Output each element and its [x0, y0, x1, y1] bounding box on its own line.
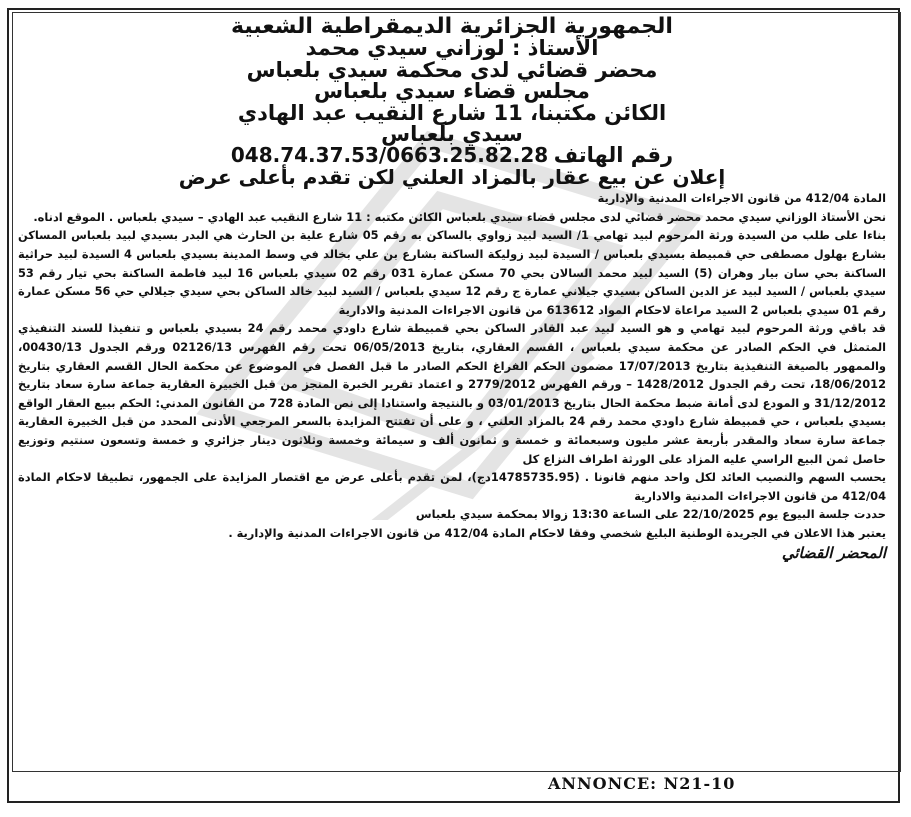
office-address: الكائن مكتبنا، 11 شارع النقيب عبد الهادي: [237, 100, 667, 125]
auction-date: حددت جلسة البيوع يوم 22/10/2025 على الساعة 13:30 زوالا بمحكمة سيدي بلعباس: [415, 507, 886, 522]
phone-number: 048.74.37.53/0663.25.82.28: [230, 143, 549, 168]
bailiff-name: الأستاذ : لوزاني سيدي محمد: [305, 36, 599, 61]
signature: المحضر القضائي: [781, 543, 886, 562]
reserve-price: يحسب السهم والنصيب العائد لكل واحد منهم قانونا . (14785735.95دج)، لمن تقدم بأعلى عرض مع اقتصار المزايدة على الجمهور، تطبيقا لاحكام المادة 412/04 من قانون الاجراءات المدنية والادارية: [18, 470, 887, 503]
requesting-parties: بناءا على طلب من السيدة ورثة المرحوم لبيد تهامي 1/ السيد لبيد زواوي بالساكن به رقم 05 شارع علية بن الحارث هي البدر بسيدي لبيد بلعباس المساكن بشارع بهلول مصطفى حي قمبيطة بسيدي بلعباس / السيدة لبيد زوليكة الساكنة بشارع بن علي بخالد في وسط المدينة بسيدي بلعباس 4 السيدة لبيد حراثية الساكنة بحي سان بيار وهران (5) السيد لبيد محمد السالان بحي 70 مسكن عمارة 031 رقم 02 سيدي بلعباس 16 لبيد فاطمة الساكنة بحي تيار رقم 53 سيدي بلعباس / السيد لبيد عز الدين الساكن بسيدي جيلاني عمارة ج رقم 12 سيدي بلعباس / السيد لبيد خالد الساكن بحي سيدي جيلالي حي 56 مسكن عمارة رقم 01 سيدي بلعباس 2 السيد مراعاة لاحكام المواد 613612 من قانون الاجراءات المدنية والادارية: [18, 228, 886, 317]
court-council: مجلس قضاء سيدي بلعباس: [314, 79, 590, 104]
judgment-details: قد باقي ورثة المرحوم لبيد تهامي و هو السيد لبيد عبد القادر الساكن بحي قمبيطة شارع داودي محمد رقم 24 بسيدي بلعباس و تنفيذا للسند التنفيذي المتمثل في الحكم الصادر عن محكمة سيدي بلعباس ، القسم العقاري، بتاريخ 06/05/2013 تحت رقم الفهرس 02126/13 ورقم الجدول 00430/13، والممهور بالصيغة التنفيذية بتاريخ 17/07/2013 مضمون الحكم الفراغ الحكم الصادر ما قبل الفصل في الموضوع عن محكمة الحال القسم العقاري بتاريخ 18/06/2012، تحت رقم الجدول 1428/2012 – ورقم الفهرس 2779/2012 و اعتماد تقرير الخبرة المنجز من قبل الخبيرة العقارية جماعة سارة سعاد بتاريخ 31/12/2012 و المودع لدى أمانة ضبط محكمة الحال بتاريخ 03/01/2013 و بالنتيجة واستنادا إلى نص المادة 728 من القانون المدني: الحكم ببيع العقار الواقع بسيدي بلعباس ، حي قمبيطة شارع داودي محمد رقم 24 بالمزاد العلني ، و على أن تفتتح المزايدة بالسعر المرجعي الأدنى المحدد من قبل الخبيرة العقارية جماعة سارة سعاد والمقدر بأربعة عشر مليون وسبعمائة و خمسة و ثمانون ألف و سيمائة وخمسة وثلاثون دينار جزائري و خمسة وتسعون سنتيم وتوزيع حاصل ثمن البيع الراسي عليه المزاد على الورثة اطراف النزاع كل: [18, 321, 887, 466]
phone-label: رقم الهاتف: [553, 143, 674, 168]
phone-line: [14, 145, 890, 166]
bailiff-statement: نحن الأستاذ الوزاني سيدي محمد محضر قضائي لدى مجلس قضاء سيدي بلعباس الكائن مكتبه : 11 شارع النقيب عبد الهادي – سيدي بلعباس . الموقع ادناه.: [33, 209, 886, 224]
republic-title: الجمهورية الجزائرية الديمقراطية الشعبية: [231, 14, 673, 39]
office-city: سيدي بلعباس: [381, 122, 523, 147]
publication-note: يعتبر هذا الاعلان في الجريدة الوطنية البليغ شخصي وفقا لاحكام المادة 412/04 من قانون الاجراءات المدنية والإدارية .: [228, 525, 886, 540]
notice-content: [14, 16, 890, 562]
notice-body: [14, 189, 890, 542]
annonce-number: ANNONCE: N21-10: [548, 774, 736, 793]
article-reference: المادة 412/04 من قانون الاجراءات المدنية والإدارية: [597, 191, 886, 206]
notice-subtitle: إعلان عن بيع عقار بالمزاد العلني لكن تقدم بأعلى عرض: [178, 164, 726, 189]
bailiff-role: محضر قضائي لدى محكمة سيدي بلعباس: [246, 57, 658, 82]
